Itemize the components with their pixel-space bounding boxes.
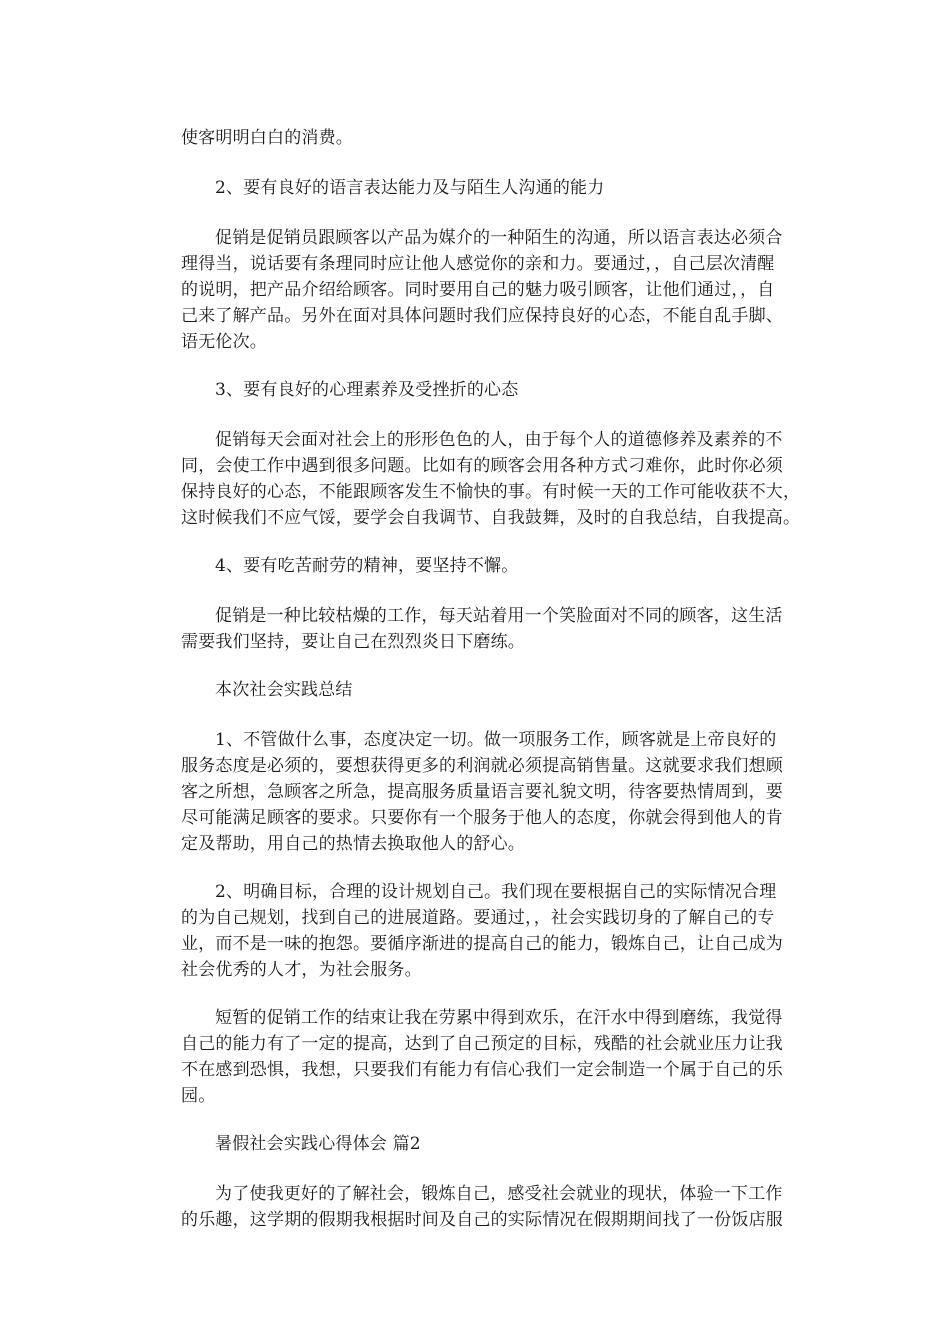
text-line: 这时候我们不应气馁，要学会自我调节、自我鼓舞，及时的自我总结，自我提高。 [181, 508, 801, 528]
text-line: 短暂的促销工作的结束让我在劳累中得到欢乐，在汗水中得到磨练，我觉得 [215, 1008, 783, 1028]
text-line: 服务态度是必须的，要想获得更多的利润就必须提高销售量。这就要求我们想顾 [181, 756, 783, 776]
text-line: 尽可能满足顾客的要求。只要你有一个服务于他人的态度，你就会得到他人的肯 [181, 808, 783, 828]
text-line: 促销每天会面对社会上的形形色色的人，由于每个人的道德修养及素养的不 [215, 430, 783, 450]
text-line: 语无伦次。 [181, 332, 267, 352]
text-line: 需要我们坚持，要让自己在烈烈炎日下磨练。 [181, 632, 525, 652]
text-line: 使客明明白白的消费。 [181, 128, 353, 148]
text-line: 不在感到恐惧，我想，只要我们有能力有信心我们一定会制造一个属于自己的乐 [181, 1060, 783, 1080]
section-heading: 4、要有吃苦耐劳的精神，要坚持不懈。 [215, 556, 519, 576]
text-line: 1、不管做什么事，态度决定一切。做一项服务工作，顾客就是上帝良好的 [215, 730, 777, 750]
text-line: 客之所想，急顾客之所急，提高服务质量语言要礼貌文明，待客要热情周到，要 [181, 782, 783, 802]
text-line: 的为自己规划，找到自己的进展道路。要通过，，社会实践切身的了解自己的专 [181, 908, 775, 928]
section-heading: 暑假社会实践心得体会 篇2 [215, 1134, 421, 1154]
section-heading: 3、要有良好的心理素养及受挫折的心态 [215, 380, 519, 400]
text-line: 促销是促销员跟顾客以产品为媒介的一种陌生的沟通，所以语言表达必须合 [215, 228, 783, 248]
text-line: 的乐趣，这学期的假期我根据时间及自己的实际情况在假期期间找了一份饭店服 [181, 1210, 783, 1230]
text-line: 理得当，说话要有条理同时应让他人感觉你的亲和力。要通过，，自己层次清醒 [181, 254, 775, 274]
text-line: 的说明，把产品介绍给顾客。同时要用自己的魅力吸引顾客，让他们通过，，自 [181, 280, 775, 300]
text-line: 为了使我更好的了解社会，锻炼自己，感受社会就业的现状，体验一下工作 [215, 1184, 783, 1204]
section-heading: 本次社会实践总结 [215, 680, 353, 700]
text-line: 社会优秀的人才，为社会服务。 [181, 960, 422, 980]
text-line: 自己的能力有了一定的提高，达到了自己预定的目标，残酷的社会就业压力让我 [181, 1034, 783, 1054]
text-line: 2、明确目标，合理的设计规划自己。我们现在要根据自己的实际情况合理 [215, 882, 777, 902]
text-line: 园。 [181, 1086, 216, 1106]
text-line: 业，而不是一味的抱怨。要循序渐进的提高自己的能力，锻炼自己，让自己成为 [181, 934, 783, 954]
text-line: 同，会使工作中遇到很多问题。比如有的顾客会用各种方式刁难你，此时你必须 [181, 456, 783, 476]
text-line: 己来了解产品。另外在面对具体问题时我们应保持良好的心态，不能自乱手脚、 [181, 306, 783, 326]
text-line: 定及帮助，用自己的热情去换取他人的舒心。 [181, 834, 525, 854]
section-heading: 2、要有良好的语言表达能力及与陌生人沟通的能力 [215, 178, 605, 198]
text-line: 促销是一种比较枯燥的工作，每天站着用一个笑脸面对不同的顾客，这生活 [215, 606, 783, 626]
text-line: 保持良好的心态，不能跟顾客发生不愉快的事。有时候一天的工作可能收获不大， [181, 482, 801, 502]
